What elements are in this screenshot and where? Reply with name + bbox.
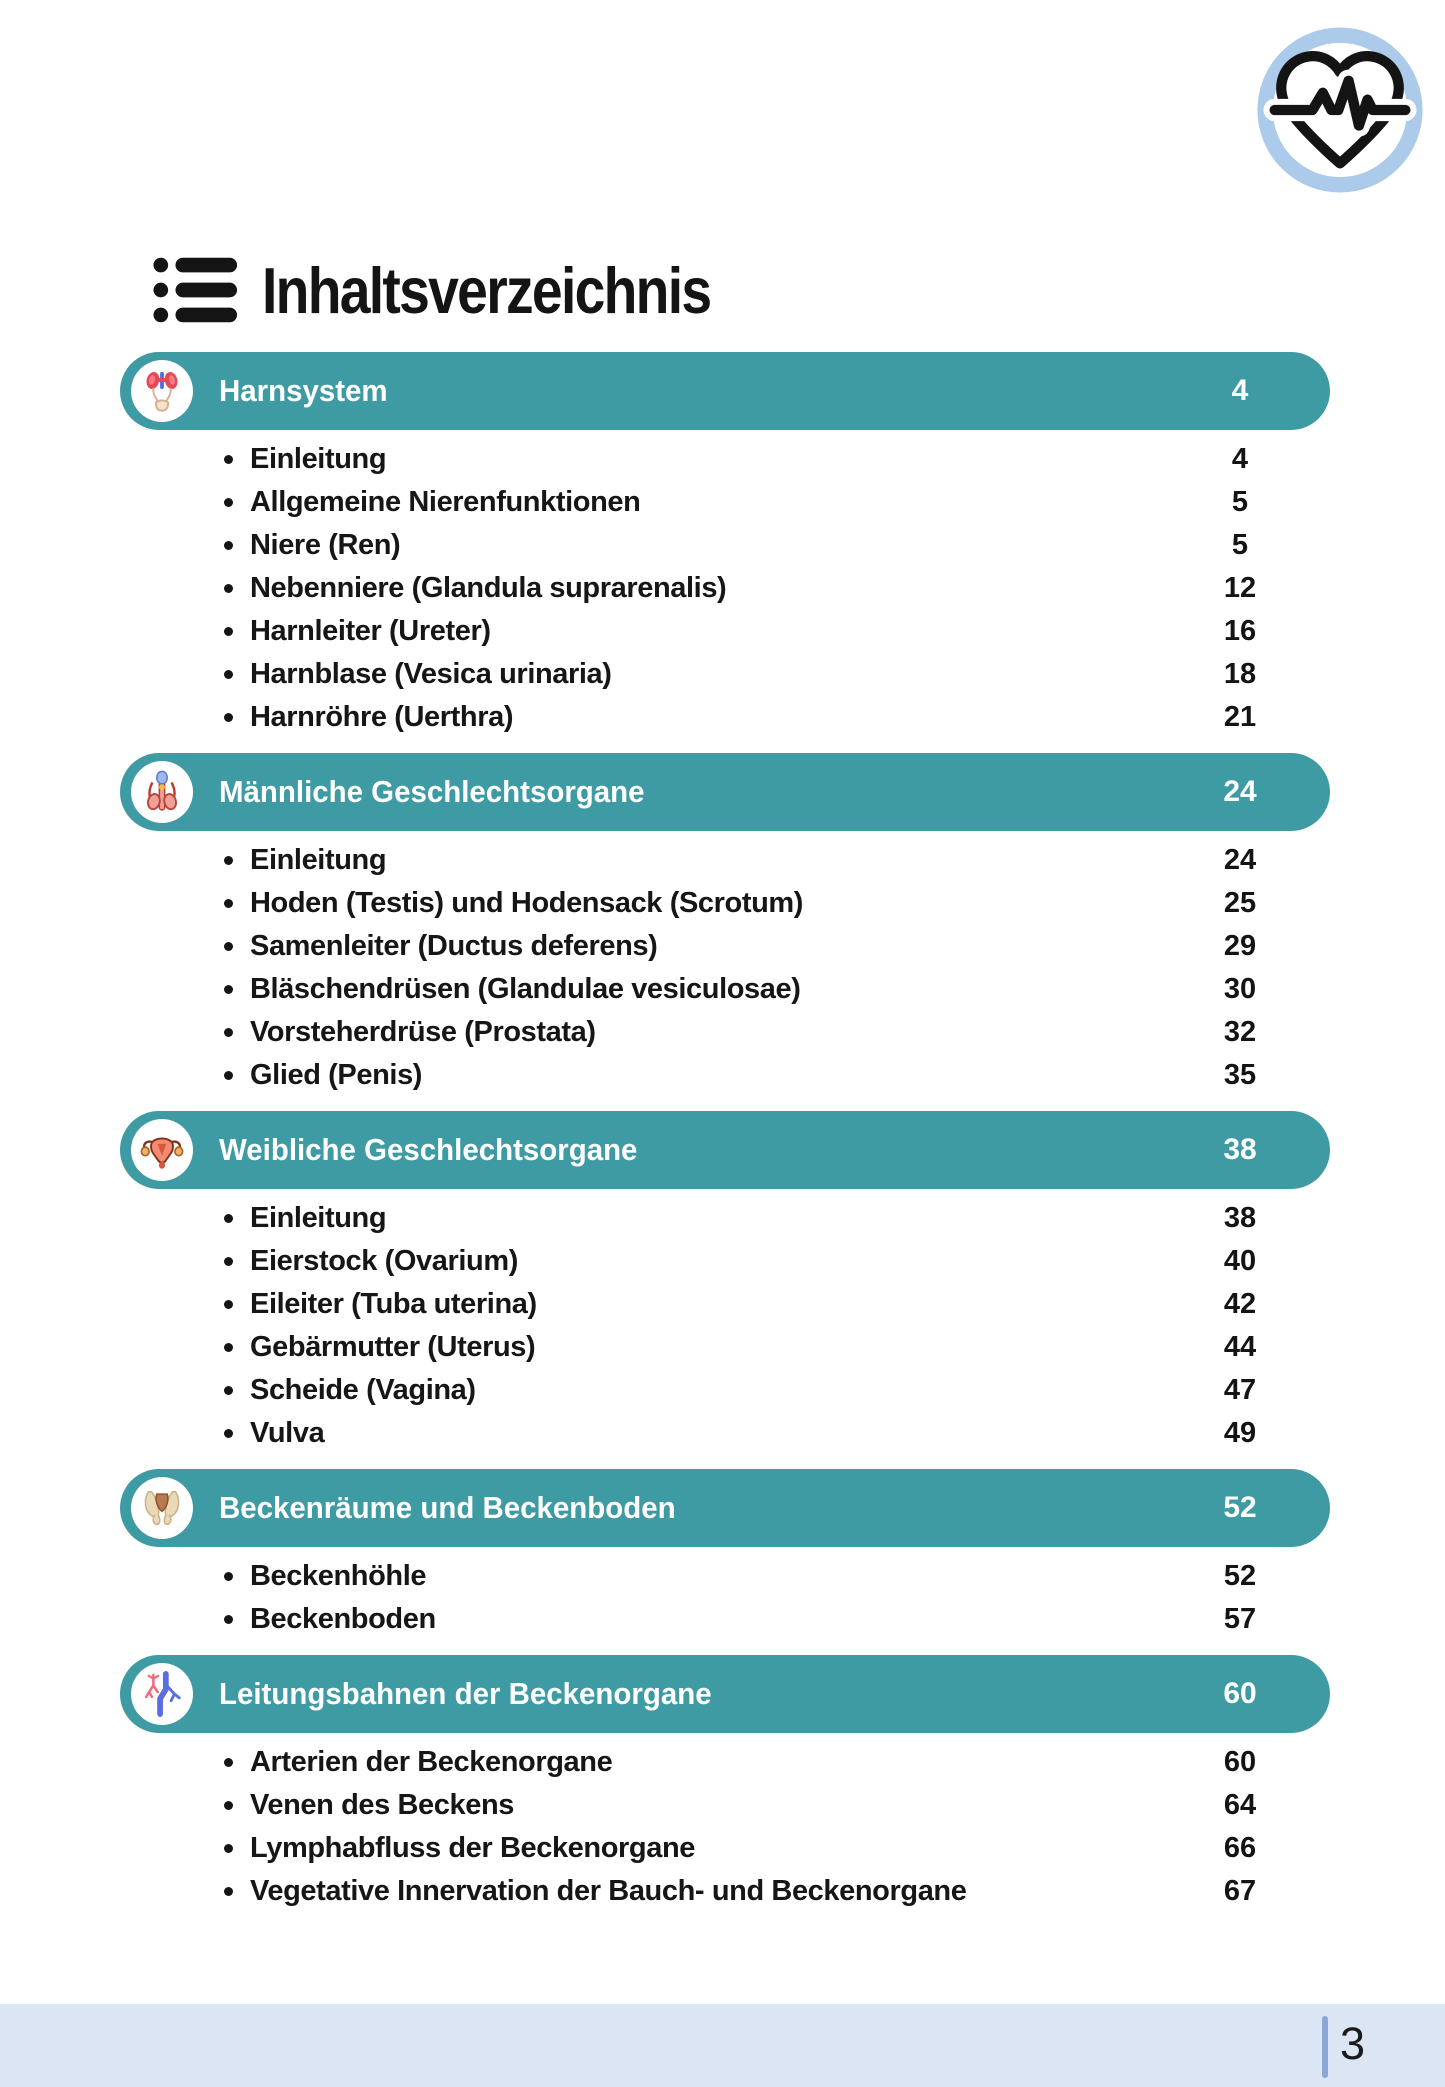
toc-item-page-number: 5: [1231, 529, 1249, 561]
toc-item-page-number: 49: [1223, 1417, 1257, 1449]
toc-item[interactable]: [215, 1790, 1330, 1820]
toc-item-label: Vegetative Innervation der Bauch- und Beckenorgane: [250, 1875, 967, 1907]
toc-item[interactable]: [215, 1017, 1330, 1047]
section-page-number: 60: [1223, 1677, 1257, 1710]
bullet-icon: [215, 498, 241, 507]
toc-item-label: Glied (Penis): [250, 1059, 423, 1091]
toc-item-page-number: 16: [1223, 615, 1257, 647]
bullet-icon: [215, 713, 241, 722]
toc-item-page-number: 18: [1223, 658, 1257, 690]
bullet-icon: [215, 1758, 241, 1767]
toc-item[interactable]: [215, 616, 1330, 646]
toc-item[interactable]: [215, 1747, 1330, 1777]
uterus-icon: [131, 1119, 193, 1181]
section-title: Weibliche Geschlechtsorgane: [219, 1132, 638, 1167]
toc-item-label: Gebärmutter (Uterus): [250, 1331, 536, 1363]
bullet-icon: [215, 1257, 241, 1266]
toc-item-page-number: 38: [1223, 1202, 1257, 1234]
toc-item-label: Niere (Ren): [250, 529, 401, 561]
section-header[interactable]: [120, 753, 1330, 831]
toc-item[interactable]: [215, 1246, 1330, 1276]
toc-item-label: Lymphabfluss der Beckenorgane: [250, 1832, 696, 1864]
toc-item-label: Samenleiter (Ductus deferens): [250, 930, 658, 962]
bullet-icon: [215, 1343, 241, 1352]
toc-item-page-number: 30: [1223, 973, 1257, 1005]
toc-item-page-number: 57: [1223, 1603, 1257, 1635]
page-number: 3: [1340, 2018, 1366, 2069]
toc-item[interactable]: [215, 1561, 1330, 1591]
toc-item-page-number: 12: [1223, 572, 1257, 604]
toc-item-page-number: 24: [1223, 844, 1257, 876]
bullet-icon: [215, 856, 241, 865]
bullet-icon: [215, 541, 241, 550]
toc-item[interactable]: [215, 974, 1330, 1004]
footer-bar: [0, 2004, 1445, 2087]
bullet-icon: [215, 1429, 241, 1438]
toc-item-label: Einleitung: [250, 1202, 387, 1234]
kidneys-icon: [131, 360, 193, 422]
toc-item-page-number: 25: [1223, 887, 1257, 919]
bullet-icon: [215, 670, 241, 679]
page-title-row: [152, 252, 790, 328]
toc-item-page-number: 67: [1223, 1875, 1257, 1907]
bullet-icon: [215, 1300, 241, 1309]
section-header[interactable]: [120, 1469, 1330, 1547]
toc-item-label: Arterien der Beckenorgane: [250, 1746, 613, 1778]
toc-item[interactable]: [215, 1289, 1330, 1319]
toc-item[interactable]: [215, 530, 1330, 560]
toc-list: [120, 1547, 1330, 1655]
toc-list: [120, 430, 1330, 753]
toc-item-label: Harnblase (Vesica urinaria): [250, 658, 612, 690]
toc-content: [120, 352, 1330, 1927]
section-title: Harnsystem: [219, 373, 388, 408]
toc-item-label: Scheide (Vagina): [250, 1374, 476, 1406]
toc-item[interactable]: [215, 659, 1330, 689]
footer-divider: [1322, 2016, 1328, 2078]
toc-item[interactable]: [215, 1375, 1330, 1405]
toc-item-page-number: 21: [1223, 701, 1257, 733]
toc-item-label: Eileiter (Tuba uterina): [250, 1288, 537, 1320]
bullet-icon: [215, 1844, 241, 1853]
toc-item[interactable]: [215, 845, 1330, 875]
bullet-icon: [215, 627, 241, 636]
toc-item-label: Allgemeine Nierenfunktionen: [250, 486, 641, 518]
toc-item-label: Vulva: [250, 1417, 325, 1449]
toc-item-label: Beckenhöhle: [250, 1560, 427, 1592]
bullet-icon: [215, 1615, 241, 1624]
toc-list: [120, 831, 1330, 1111]
section-title: Männliche Geschlechtsorgane: [219, 774, 645, 809]
list-icon: [152, 252, 240, 328]
section-header[interactable]: [120, 352, 1330, 430]
section-page-number: 24: [1223, 775, 1257, 808]
bullet-icon: [215, 899, 241, 908]
section-page-number: 4: [1231, 374, 1249, 407]
toc-item-label: Venen des Beckens: [250, 1789, 515, 1821]
section-title: Leitungsbahnen der Beckenorgane: [219, 1676, 712, 1711]
toc-item-page-number: 64: [1223, 1789, 1257, 1821]
toc-item-page-number: 44: [1223, 1331, 1257, 1363]
toc-item-page-number: 4: [1231, 443, 1249, 475]
male-organs-icon: [131, 761, 193, 823]
toc-item-label: Harnröhre (Uerthra): [250, 701, 514, 733]
toc-item-page-number: 60: [1223, 1746, 1257, 1778]
toc-item[interactable]: [215, 1833, 1330, 1863]
vessels-icon: [131, 1663, 193, 1725]
toc-item-label: Bläschendrüsen (Glandulae vesiculosae): [250, 973, 801, 1005]
bullet-icon: [215, 1386, 241, 1395]
toc-item-page-number: 35: [1223, 1059, 1257, 1091]
toc-item[interactable]: [215, 1604, 1330, 1634]
toc-item[interactable]: [215, 1060, 1330, 1090]
toc-item-page-number: 47: [1223, 1374, 1257, 1406]
page-title: Inhaltsverzeichnis: [262, 253, 711, 327]
bullet-icon: [215, 584, 241, 593]
toc-item-label: Beckenboden: [250, 1603, 436, 1635]
pelvis-icon: [131, 1477, 193, 1539]
toc-item[interactable]: [215, 444, 1330, 474]
toc-item-page-number: 5: [1231, 486, 1249, 518]
toc-item-label: Nebenniere (Glandula suprarenalis): [250, 572, 727, 604]
toc-item[interactable]: [215, 1418, 1330, 1448]
toc-item[interactable]: [215, 487, 1330, 517]
bullet-icon: [215, 1887, 241, 1896]
section-header[interactable]: [120, 1655, 1330, 1733]
toc-item[interactable]: [215, 1203, 1330, 1233]
toc-item-page-number: 52: [1223, 1560, 1257, 1592]
section-header[interactable]: [120, 1111, 1330, 1189]
toc-item-label: Hoden (Testis) und Hodensack (Scrotum): [250, 887, 804, 919]
toc-item-label: Harnleiter (Ureter): [250, 615, 491, 647]
toc-item[interactable]: [215, 573, 1330, 603]
bullet-icon: [215, 1572, 241, 1581]
toc-item-label: Einleitung: [250, 443, 387, 475]
toc-item[interactable]: [215, 1332, 1330, 1362]
toc-list: [120, 1733, 1330, 1927]
toc-item-page-number: 40: [1223, 1245, 1257, 1277]
section-title: Beckenräume und Beckenboden: [219, 1490, 676, 1525]
bullet-icon: [215, 985, 241, 994]
toc-item[interactable]: [215, 1876, 1330, 1906]
bullet-icon: [215, 1071, 241, 1080]
section-page-number: 52: [1223, 1491, 1257, 1524]
toc-item-label: Vorsteherdrüse (Prostata): [250, 1016, 596, 1048]
bullet-icon: [215, 942, 241, 951]
bullet-icon: [215, 455, 241, 464]
toc-item-label: Einleitung: [250, 844, 387, 876]
toc-item-page-number: 42: [1223, 1288, 1257, 1320]
section-page-number: 38: [1223, 1133, 1257, 1166]
heart-pulse-logo: [1254, 24, 1426, 196]
toc-list: [120, 1189, 1330, 1469]
toc-item-label: Eierstock (Ovarium): [250, 1245, 518, 1277]
heart-pulse-icon: [1254, 24, 1426, 196]
toc-item-page-number: 29: [1223, 930, 1257, 962]
bullet-icon: [215, 1214, 241, 1223]
bullet-icon: [215, 1801, 241, 1810]
toc-item-page-number: 32: [1223, 1016, 1257, 1048]
toc-item[interactable]: [215, 888, 1330, 918]
bullet-icon: [215, 1028, 241, 1037]
toc-item[interactable]: [215, 702, 1330, 732]
toc-item-page-number: 66: [1223, 1832, 1257, 1864]
toc-item[interactable]: [215, 931, 1330, 961]
